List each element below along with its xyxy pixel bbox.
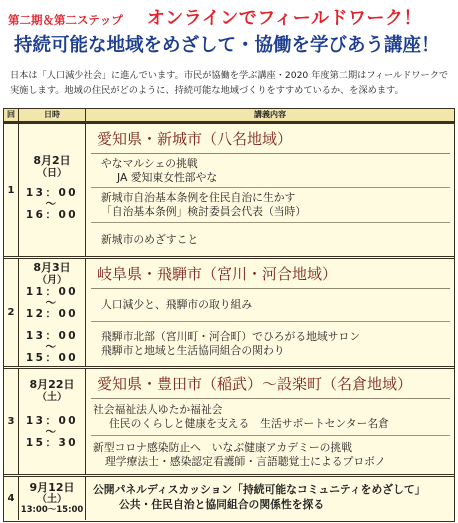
session-times — [19, 287, 85, 364]
session-number: 1 — [4, 124, 19, 256]
session-datetime — [19, 259, 86, 366]
schedule-table — [3, 108, 455, 522]
topic-title: 新城市のめざすこと — [101, 232, 199, 246]
session-weekday: （月） — [37, 275, 67, 286]
topic-title: 新城市自治基本条例を住民自治に生かす — [101, 191, 296, 204]
session-time: ～ — [45, 426, 59, 438]
topic-title: 公開パネルディスカッション「持続可能なコミュニティをめざして」 — [93, 483, 426, 496]
table-row — [4, 474, 454, 520]
topic — [91, 289, 450, 322]
headline: オンラインでフィールドワーク！ — [146, 8, 422, 26]
topic-detail: 理学療法士・感染認定看護師・言語聴覚士によるプロボノ — [105, 455, 386, 468]
topic-title: 飛騨市北部（宮川町・河合町）でひろがる地域サロン — [101, 330, 361, 343]
session-content — [86, 477, 454, 520]
topic-title: 新型コロナ感染防止へ いなぶ健康アカデミーの挑戦 — [93, 441, 353, 454]
table-header-row — [4, 109, 454, 122]
session-time: 13：00 — [25, 187, 79, 199]
session-times — [19, 188, 85, 221]
session-content — [86, 124, 454, 256]
session-datetime — [19, 369, 86, 474]
session-time: 13：00 — [25, 330, 79, 342]
session-time: 13:00～15:00 — [20, 505, 84, 515]
session-date: 8月2日 — [33, 154, 71, 167]
topic-title: やなマルシェの挑戦 — [101, 156, 198, 170]
session-weekday: （土） — [37, 494, 67, 505]
table-row — [4, 366, 454, 474]
session-region: 愛知県・豊田市（稲武）～設楽町（名倉地域） — [91, 369, 450, 399]
session-date: 8月22日 — [29, 378, 75, 391]
topic — [91, 436, 450, 474]
session-time: ～ — [45, 297, 59, 309]
table-row — [4, 122, 454, 256]
session-region: 愛知県・新城市（八名地域） — [91, 124, 450, 154]
topic — [91, 154, 450, 188]
topic — [91, 322, 450, 366]
session-times — [19, 416, 85, 449]
session-number: 4 — [4, 477, 19, 520]
session-time: ～ — [45, 341, 59, 353]
table-row — [4, 256, 454, 366]
column-header-datetime: 日時 — [19, 109, 86, 121]
session-time: 15：00 — [25, 352, 79, 364]
session-content — [86, 259, 454, 366]
session-weekday: （日） — [37, 168, 67, 179]
session-region: 岐阜県・飛騨市（宮川・河合地域） — [91, 259, 450, 289]
session-time: 12：00 — [25, 308, 79, 320]
phase-label: 第二期＆第二ステップ — [8, 13, 123, 26]
session-number: 2 — [4, 259, 19, 366]
topic-detail: 飛騨市と地域と生活協同組合の関わり — [101, 344, 285, 357]
topic-detail: JA 愛知東女性部やな — [117, 170, 218, 184]
column-header-number: 回 — [4, 109, 19, 121]
session-time: 13：00 — [25, 415, 79, 427]
session-time: 11：00 — [25, 286, 79, 298]
column-header-content: 講義内容 — [254, 110, 286, 119]
session-date: 9月12日 — [29, 481, 75, 494]
session-time: ～ — [45, 198, 59, 210]
topic — [91, 188, 450, 223]
session-time: 15：30 — [25, 437, 79, 449]
session-time: 16：00 — [25, 209, 79, 221]
topic-detail: 住民のくらしと健康を支える 生活サポートセンター名倉 — [109, 417, 389, 430]
session-datetime — [19, 124, 86, 256]
topic-title: 人口減少と、飛騨市の取り組み — [101, 298, 253, 311]
session-number: 3 — [4, 369, 19, 474]
title-line — [8, 4, 450, 26]
session-weekday: （土） — [37, 392, 67, 403]
topic-detail: 公共・住民自治と協同組合の関係性を探る — [119, 498, 325, 511]
session-times — [19, 505, 85, 516]
session-datetime — [19, 477, 86, 520]
topic — [91, 477, 450, 520]
topic — [91, 223, 450, 256]
session-content — [86, 369, 454, 474]
topic — [91, 399, 450, 436]
topic-title: 社会福祉法人ゆたか福祉会 — [93, 403, 223, 416]
course-subtitle: 持続可能な地域をめざして・協働を学びあう講座！ — [14, 35, 440, 56]
intro-paragraph: 日本は「人口減少社会」に進んでいます。市民が協働を学ぶ講座・2020 年度第二期はフィールドワークで実施します。地域の住民がどのように、持続可能な地域づくりをすすめているか、を深めます。 — [10, 70, 449, 96]
session-date: 8月3日 — [33, 261, 71, 274]
topic-detail: 「自治基本条例」検討委員会代表（当時） — [101, 205, 307, 218]
